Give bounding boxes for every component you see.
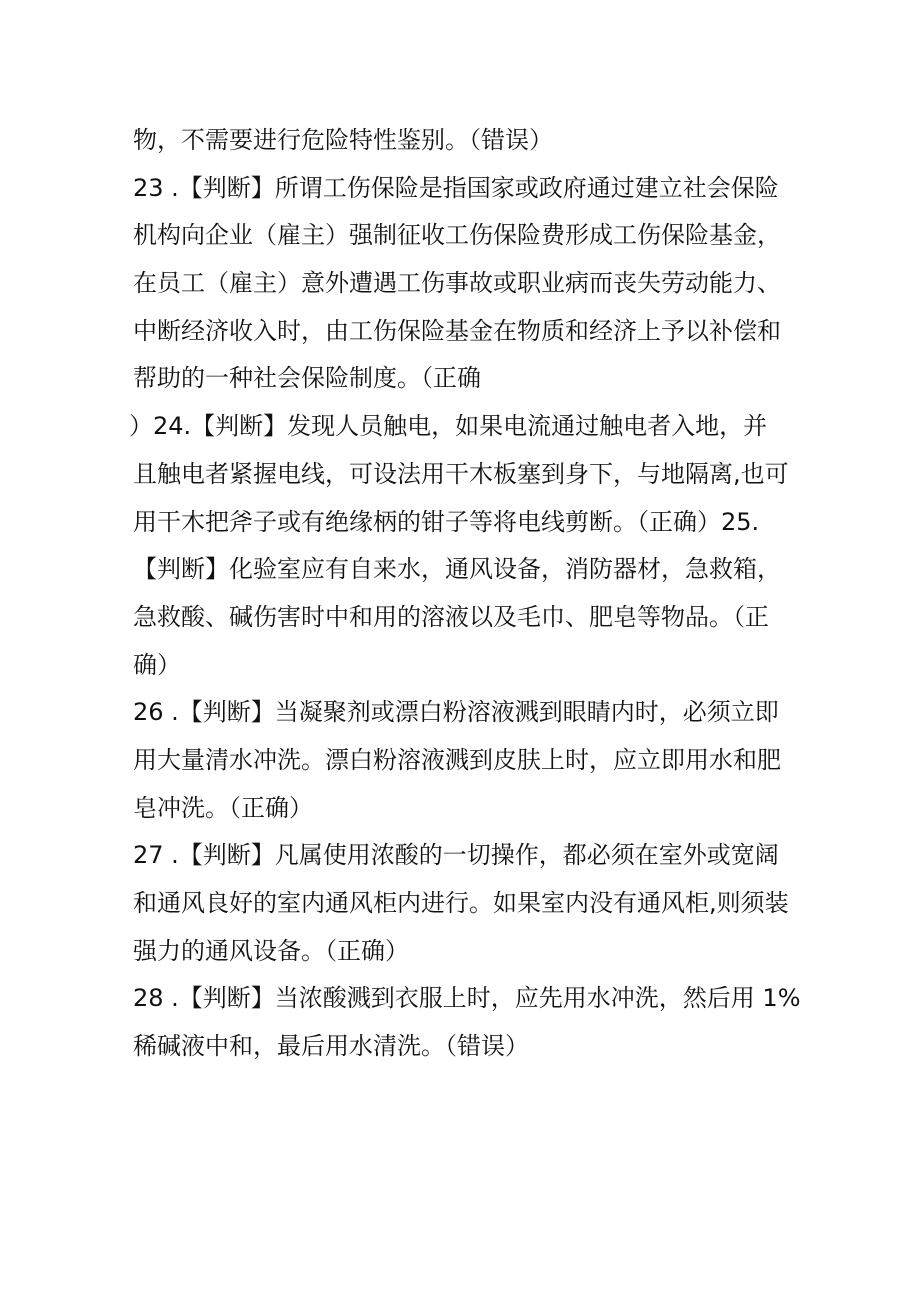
text-line: 稀碱液中和，最后用水清洗。（错误）: [133, 1032, 529, 1061]
text-line: 28 .【判断】当浓酸溅到衣服上时，应先用水冲洗，然后用 1%: [133, 984, 801, 1013]
text-line: 23 .【判断】所谓工伤保险是指国家或政府通过建立社会保险: [133, 173, 779, 202]
document-text: [129, 117, 833, 1071]
text-line: 急救酸、碱伤害时中和用的溶液以及毛巾、肥皂等物品。（正: [133, 602, 769, 631]
text-line: 26 .【判断】当凝聚剂或漂白粉溶液溅到眼睛内时，必须立即: [133, 698, 779, 727]
text-line: 和通风良好的室内通风柜内进行。如果室内没有通风柜,则须装: [133, 889, 789, 917]
text-line: 物，不需要进行危险特性鉴别。（错误）: [133, 126, 553, 154]
text-line: 中断经济收入时，由工伤保险基金在物质和经济上予以补偿和: [133, 316, 781, 345]
text-line: 且触电者紧握电线，可设法用干木板塞到身下，与地隔离,也可: [133, 459, 789, 488]
text-line: 在员工（雇主）意外遭遇工伤事故或职业病而丧失劳动能力、: [133, 269, 781, 298]
text-line: 机构向企业（雇主）强制征收工伤保险费形成工伤保险基金，: [133, 221, 781, 250]
text-line: ）24.【判断】发现人员触电，如果电流通过触电者入地，并: [129, 412, 768, 441]
text-line: 确）: [133, 650, 181, 679]
text-line: 27 .【判断】凡属使用浓酸的一切操作，都必须在室外或宽阔: [133, 841, 779, 870]
text-line: 用大量清水冲洗。漂白粉溶液溅到皮肤上时，应立即用水和肥: [133, 745, 781, 774]
text-line: 【判断】化验室应有自来水，通风设备，消防器材，急救箱，: [133, 555, 781, 584]
text-line: 用干木把斧子或有绝缘柄的钳子等将电线剪断。（正确）25.: [133, 507, 760, 536]
text-line: 皂冲洗。（正确）: [133, 793, 313, 822]
text-line: 强力的通风设备。（正确）: [133, 936, 409, 965]
text-line: 帮助的一种社会保险制度。（正确: [133, 364, 481, 393]
